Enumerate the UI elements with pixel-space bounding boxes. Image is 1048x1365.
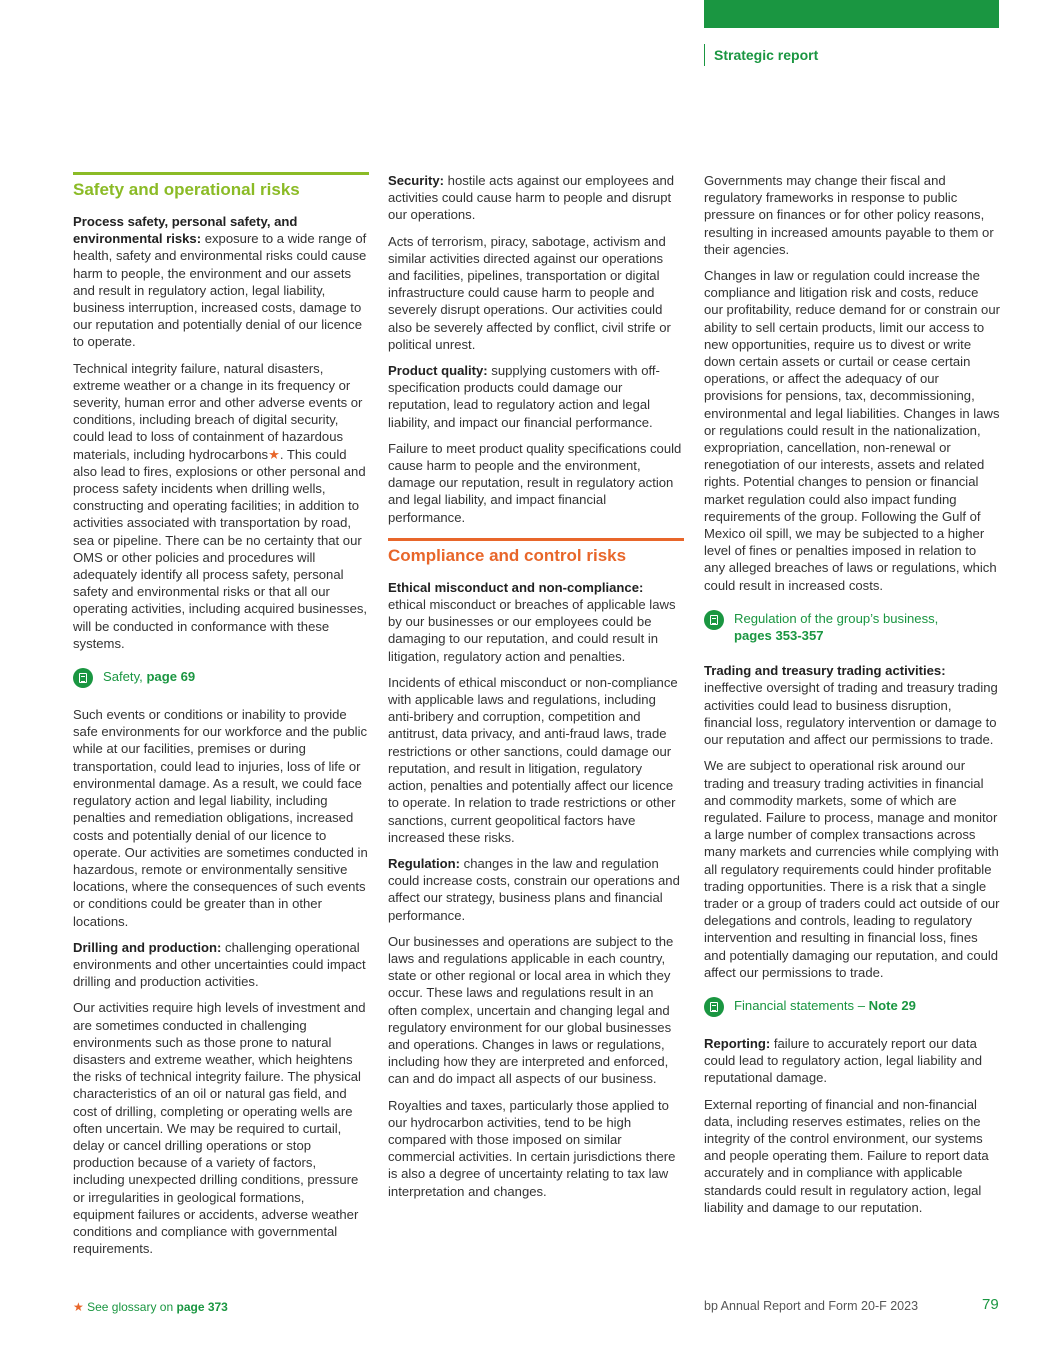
glossary-link[interactable]: ★ See glossary on page 373 xyxy=(73,1300,228,1314)
risk-title: Regulation: xyxy=(388,855,461,871)
paragraph: Trading and treasury trading activities: ineffective oversight of trading and treasury trading activities could lead to business disruption, financial loss, regulatory intervention or damage to our reputation and affect our permissions to trade. xyxy=(704,663,998,748)
paragraph: We are subject to operational risk around our trading and treasury trading activities in financial and commodity markets, some of which are regulated. Failure to process, manage and monitor a large number of complex transactions across many markets and currencies while complying with all regulatory requirements could hinder profitable trading opportunities. There is a risk that a single trader or a group of traders could act outside of our delegations and controls, leading to regulatory intervention and resulting in financial loss, fines and potentially damaging our reputation, and could affect our permissions to trade. xyxy=(704,758,1000,980)
paragraph: Reporting: failure to accurately report our data could lead to regulatory action, legal liability and reputational damage. xyxy=(704,1035,983,1086)
document-icon xyxy=(704,997,724,1017)
column-1 xyxy=(73,172,369,1266)
heading-compliance-control-risks: Compliance and control risks xyxy=(388,538,684,567)
document-icon xyxy=(73,668,93,688)
paragraph: Changes in law or regulation could increase the compliance and litigation risk and costs, reduce our profitability, reduce demand for or constrain our ability to sell certain products, limit our access to new opportunities, require us to divest or write down certain assets or curtail or cease certain operations, or affect the adequacy of our provisions for pensions, tax, decommissioning, environmental and legal liabilities. Changes in laws or regulations could result in the nationalization, expropriation, cancellation, non-renewal or renegotiation of our interests, assets and related rights. Potential changes to pension or financial market regulation could also impact funding requirements of the group. Following the Gulf of Mexico oil spill, we may be subjected to a higher level of fines or penalties imposed in relation to any alleged breaches of laws or regulations, which could result in increased costs. xyxy=(704,268,1000,593)
header-color-bar xyxy=(704,0,999,28)
risk-title: Process safety, personal safety, and environmental risks: xyxy=(73,214,298,247)
report-title: bp Annual Report and Form 20-F 2023 xyxy=(704,1299,919,1313)
paragraph: Process safety, personal safety, and environmental risks: exposure to a wide range of health, safety and environmental risks could cause harm to people, the environment and our assets and result in regulatory action, legal liability, business interruption, increased costs, damage to our reputation and potentially denial of our licence to operate. xyxy=(73,214,367,350)
paragraph: Security: hostile acts against our employees and activities could cause harm to people and disrupt our operations. xyxy=(388,173,675,223)
paragraph: Failure to meet product quality specifications could cause harm to people and the environment, damage our reputation, result in regulatory action and legal liability, and impact financial performance. xyxy=(388,440,682,525)
paragraph: External reporting of financial and non-financial data, including reserves estimates, relies on the integrity of the control environment, our systems and people operating them. Failure to report data accurately and in compliance with applicable standards could result in regulatory action, legal liability and damage to our reputation. xyxy=(704,1096,989,1215)
section-title: Strategic report xyxy=(714,47,819,63)
risk-title: Product quality: xyxy=(388,363,488,379)
paragraph: Product quality: supplying customers with off-specification products could damage our reputation, lead to regulatory action and legal liability, and impact our financial performance. xyxy=(388,363,660,430)
document-icon xyxy=(704,610,724,630)
glossary-star-icon: ★ xyxy=(73,1300,84,1314)
xref-regulation-link[interactable]: Regulation of the group’s business, pages 353-357 xyxy=(704,610,1000,644)
paragraph: Governments may change their fiscal and regulatory frameworks in response to public pressure on finances or for other policy reasons, resulting in increased amounts payable to them or their agencies. xyxy=(704,173,994,257)
risk-title: Reporting: xyxy=(704,1035,771,1051)
paragraph: Technical integrity failure, natural disasters, extreme weather or a change in its frequency or severity, human error and other adverse events or conditions, including breach of digital security, could lead to loss of containment of hazardous materials, including hydrocarbons★. This could also lead to fires, explosions or other personal and process safety incidents when drilling wells, constructing and operating facilities; in addition to activities associated with transportation by road, sea or pipeline. There can be no certainty that our OMS or other policies and procedures will adequately identify all process safety, personal safety and environmental risks or that all our operating activities, including acquired businesses, will be conducted in conformance with these systems. xyxy=(73,360,368,651)
paragraph: Regulation: changes in the law and regulation could increase costs, constrain our operations and affect our strategy, business plans and financial performance. xyxy=(388,855,680,923)
paragraph: Ethical misconduct and non-compliance: ethical misconduct or breaches of applicable laws by our businesses or our employees could be damaging to our reputation, and could result in litigation, regulatory action and penalties. xyxy=(388,579,676,664)
xref-safety-link[interactable]: Safety, page 69 xyxy=(73,668,369,688)
risk-title: Drilling and production: xyxy=(73,939,222,955)
risk-title: Trading and treasury trading activities: xyxy=(704,663,946,679)
section-tab[interactable] xyxy=(704,44,818,66)
paragraph: Royalties and taxes, particularly those applied to our hydrocarbon activities, tend to be high compared with those imposed on similar commercial activities. In certain jurisdictions there is also a degree of uncertainty relating to tax law interpretation and changes. xyxy=(388,1097,676,1199)
paragraph: Drilling and production: challenging operational environments and other uncertainties could impact drilling and production activities. xyxy=(73,939,366,990)
heading-safety-operational-risks: Safety and operational risks xyxy=(73,172,369,201)
paragraph: Incidents of ethical misconduct or non-compliance with applicable laws and regulations, including anti-bribery and corruption, competition and antitrust, data privacy, and anti-fraud laws, trade restrictions or other sanctions, could damage our reputation, and result in litigation, regulatory action, penalties and potentially affect our licence to operate. In relation to trade restrictions or other sanctions, current geopolitical factors have increased these risks. xyxy=(388,674,678,845)
paragraph: Such events or conditions or inability to provide safe environments for our workforce and the public while at our facilities, premises or during transportation, could lead to injuries, loss of life or environmental damage. As a result, we could face regulatory action and legal liability, including penalties and remediation obligations, increased costs and potentially denial of our licence to operate. Our activities are sometimes conducted in hazardous, remote or environmentally sensitive locations, where the consequences of such events or conditions could be greater than in other locations. xyxy=(73,707,368,929)
page-number: 79 xyxy=(982,1296,999,1313)
paragraph: Acts of terrorism, piracy, sabotage, activism and similar activities directed against our operations and facilities, pipelines, transportation or digital infrastructure could cause harm to people and severely disrupt operations. Our activities could also be severely affected by conflict, civil strife or political unrest. xyxy=(388,233,671,352)
column-2 xyxy=(388,172,684,1209)
paragraph: Our activities require high levels of investment and are sometimes conducted in challenging environments such as those prone to natural disasters and extreme weather, which heightens the risks of technical integrity failure. The physical characteristics of an oil or natural gas field, and cost of drilling, completing or operating wells are often uncertain. We may be required to curtail, delay or cancel drilling operations or stop production because of a variety of factors, including unexpected drilling conditions, pressure or irregularities in geological formations, equipment failures or accidents, adverse weather conditions and compliance with governmental requirements. xyxy=(73,1000,366,1257)
risk-title: Ethical misconduct and non-compliance: xyxy=(388,579,644,595)
xref-financial-statements-link[interactable]: Financial statements – Note 29 xyxy=(704,997,1000,1017)
column-3 xyxy=(704,172,1000,1225)
glossary-star-icon[interactable]: ★ xyxy=(268,446,280,462)
risk-title: Security: xyxy=(388,173,445,188)
paragraph: Our businesses and operations are subject to the laws and regulations applicable in each country, state or other regional or local area in which they occur. These laws and regulations result in an often complex, uncertain and changing legal and regulatory environment for our global businesses and operations. Changes in laws or regulations, including how they are interpreted and enforced, can and do impact all aspects of our business. xyxy=(388,933,674,1087)
